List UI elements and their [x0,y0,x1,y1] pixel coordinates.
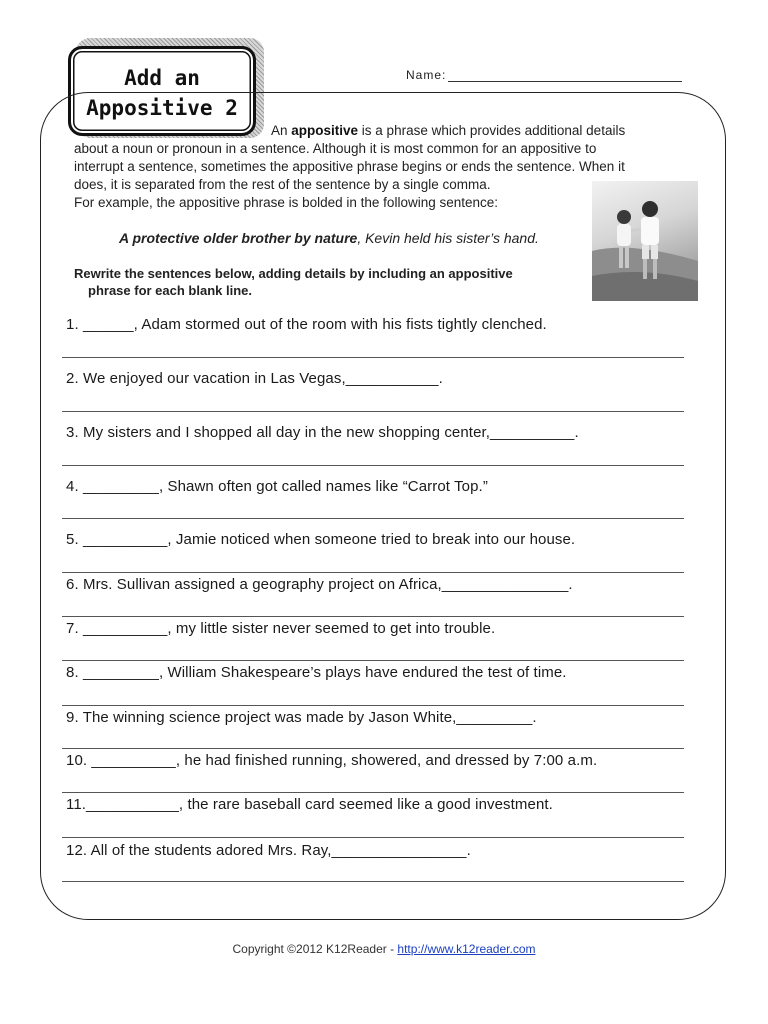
answer-line-8[interactable] [62,705,684,706]
question-1: 1. ______, Adam stormed out of the room with his fists tightly clenched. [66,316,547,333]
answer-line-4[interactable] [62,518,684,519]
example-rest: , Kevin held his sister’s hand. [357,230,539,246]
answer-line-5[interactable] [62,572,684,573]
answer-line-12[interactable] [62,881,684,882]
answer-line-2[interactable] [62,411,684,412]
children-photo-image [592,181,698,301]
name-label: Name: [406,68,447,82]
intro-line-2: about a noun or pronoun in a sentence. Although it is most common for an appositive to [74,141,597,156]
question-10: 10. __________, he had finished running, showered, and dressed by 7:00 a.m. [66,752,598,769]
example-appositive: A protective older brother by nature [119,230,358,246]
example-sentence [119,230,539,246]
question-4: 4. _________, Shawn often got called names like “Carrot Top.” [66,478,488,495]
title-line-2: Appositive 2 [86,96,238,120]
appositive-term: appositive [291,123,359,138]
question-9: 9. The winning science project was made by Jason White,_________. [66,709,537,726]
question-12: 12. All of the students adored Mrs. Ray,________________. [66,842,471,859]
instructions-line-1: Rewrite the sentences below, adding details by including an appositive [74,266,513,281]
name-field[interactable] [406,68,682,82]
question-8: 8. _________, William Shakespeare’s plays have endured the test of time. [66,664,567,681]
copyright-text: Copyright ©2012 K12Reader - [232,942,398,956]
intro-line-4: does, it is separated from the rest of the sentence by a single comma. [74,177,491,192]
answer-line-10[interactable] [62,792,684,793]
answer-line-11[interactable] [62,837,684,838]
question-3: 3. My sisters and I shopped all day in the new shopping center,__________. [66,424,579,441]
question-5: 5. __________, Jamie noticed when someone tried to break into our house. [66,531,576,548]
answer-line-7[interactable] [62,660,684,661]
answer-line-3[interactable] [62,465,684,466]
instructions [74,265,574,299]
question-7: 7. __________, my little sister never seemed to get into trouble. [66,620,496,637]
name-line[interactable] [448,69,682,82]
answer-line-1[interactable] [62,357,684,358]
question-6: 6. Mrs. Sullivan assigned a geography project on Africa,_______________. [66,576,573,593]
k12reader-link[interactable]: http://www.k12reader.com [397,942,536,956]
children-photo [592,181,698,301]
footer [0,942,768,956]
question-2: 2. We enjoyed our vacation in Las Vegas,___________. [66,370,443,387]
instructions-line-2: phrase for each blank line. [88,283,252,298]
intro-line-3: interrupt a sentence, sometimes the appositive phrase begins or ends the sentence. When it [74,159,625,174]
intro-prefix: An [271,123,292,138]
question-11: 11.___________, the rare baseball card seemed like a good investment. [66,796,553,813]
intro-line-5: For example, the appositive phrase is bolded in the following sentence: [74,195,499,210]
intro-suffix: is a phrase which provides additional details [358,123,626,138]
intro-line-1 [74,122,696,140]
answer-line-9[interactable] [62,748,684,749]
title-line-1: Add an [124,66,200,90]
answer-line-6[interactable] [62,616,684,617]
